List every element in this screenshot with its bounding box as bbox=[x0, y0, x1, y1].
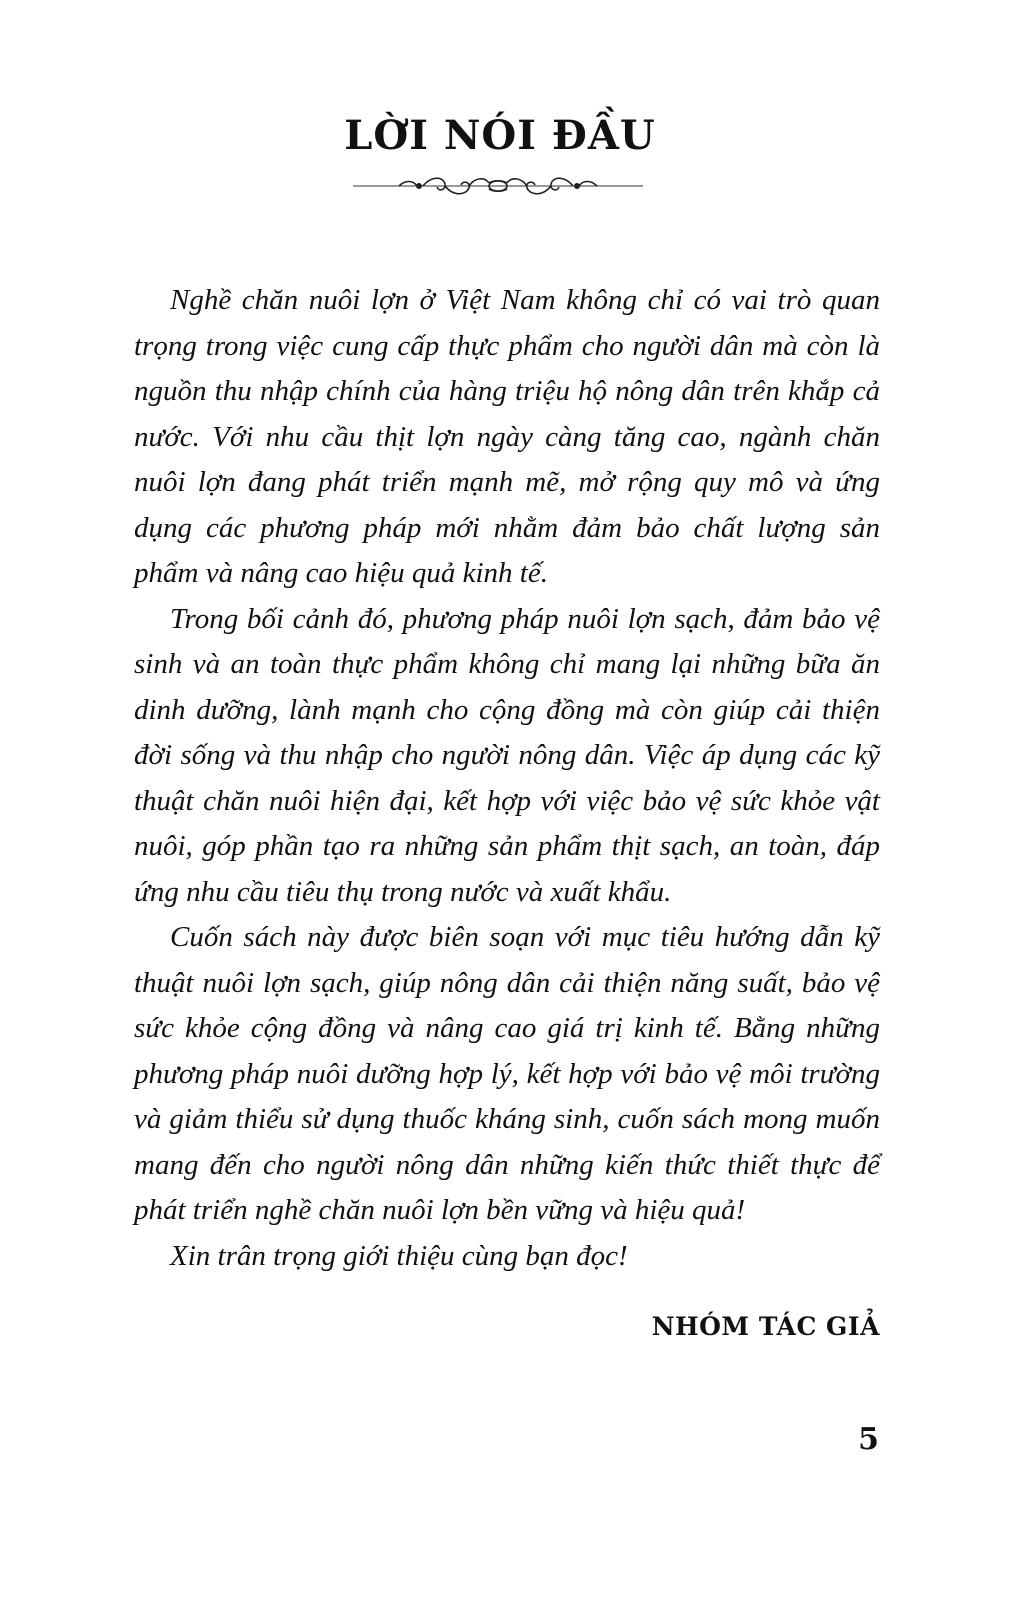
paragraph-2: Trong bối cảnh đó, phương pháp nuôi lợn sạch, đảm bảo vệ sinh và an toàn thực phẩm không chỉ mang lại những bữa ăn dinh dưỡng, lành mạnh cho cộng đồng mà còn giúp cải thiện đời sống và thu nhập cho người nông dân. Việc áp dụng các kỹ thuật chăn nuôi hiện đại, kết hợp với việc bảo vệ sức khỏe vật nuôi, góp phần tạo ra những sản phẩm thịt sạch, an toàn, đáp ứng nhu cầu tiêu thụ trong nước và xuất khẩu. bbox=[134, 602, 880, 908]
page-number: 5 bbox=[858, 1422, 879, 1457]
page-title: LỜI NÓI ĐẦU bbox=[344, 112, 656, 159]
paragraph-1: Nghề chăn nuôi lợn ở Việt Nam không chỉ có vai trò quan trọng trong việc cung cấp thực phẩm cho người dân mà còn là nguồn thu nhập chính của hàng triệu hộ nông dân trên khắp cả nước. Với nhu cầu thịt lợn ngày càng tăng cao, ngành chăn nuôi lợn đang phát triển mạnh mẽ, mở rộng quy mô và ứng dụng các phương pháp mới nhằm đảm bảo chất lượng sản phẩm và nâng cao hiệu quả kinh tế. bbox=[134, 284, 880, 589]
author-signature: NHÓM TÁC GIẢ bbox=[651, 1312, 880, 1341]
paragraph-3: Cuốn sách này được biên soạn với mục tiêu hướng dẫn kỹ thuật nuôi lợn sạch, giúp nông dân cải thiện năng suất, bảo vệ sức khỏe cộng đồng và nâng cao giá trị kinh tế. Bằng những phương pháp nuôi dưỡng hợp lý, kết hợp với bảo vệ môi trường và giảm thiểu sử dụng thuốc kháng sinh, cuốn sách mong muốn mang đến cho người nông dân những kiến thức thiết thực để phát triển nghề chăn nuôi lợn bền vững và hiệu quả! bbox=[134, 921, 880, 1226]
preface-body bbox=[134, 278, 880, 1279]
paragraph-4: Xin trân trọng giới thiệu cùng bạn đọc! bbox=[170, 1239, 628, 1272]
flourish-divider-icon bbox=[353, 168, 643, 204]
